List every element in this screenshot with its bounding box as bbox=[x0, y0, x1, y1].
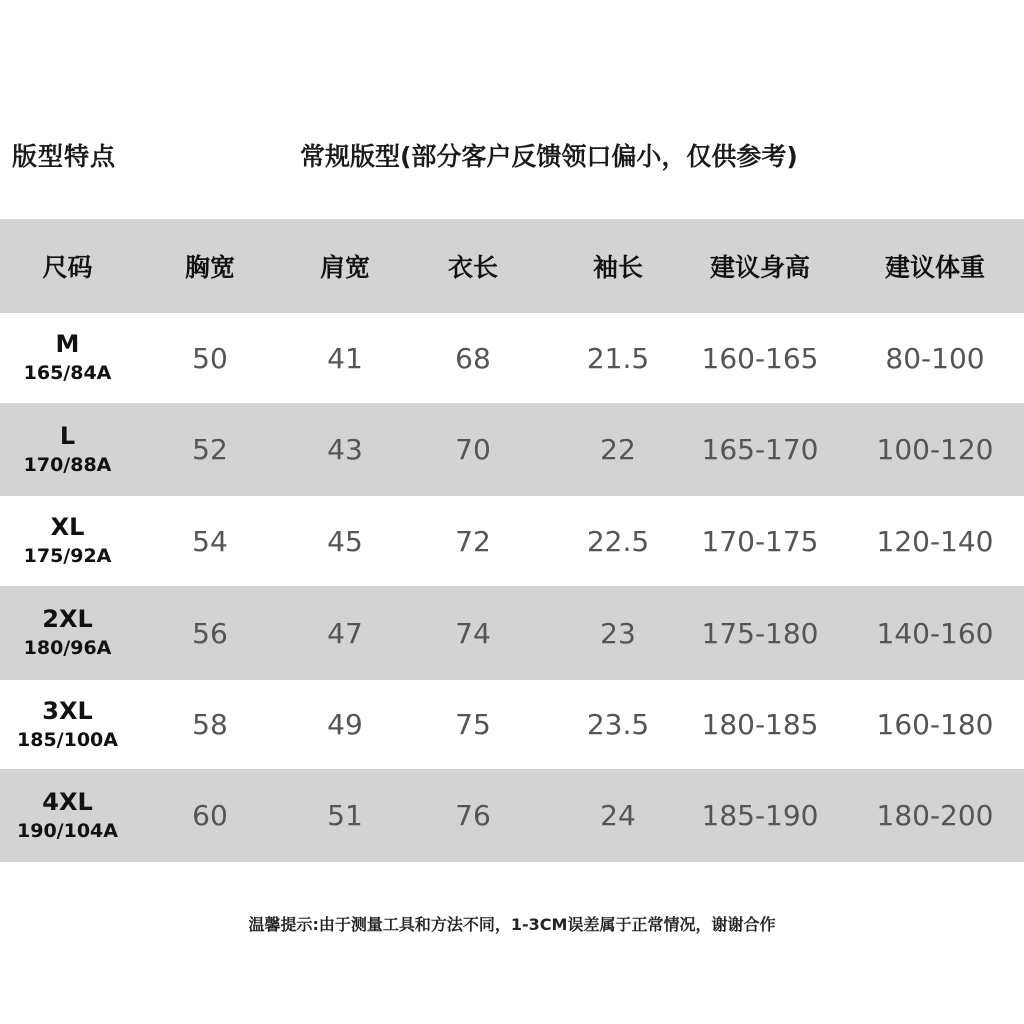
chest-value: 52 bbox=[192, 433, 228, 466]
weight-value: 180-200 bbox=[876, 799, 994, 832]
shoulder-value: 49 bbox=[327, 708, 363, 741]
size-cell bbox=[0, 403, 135, 496]
header-length: 衣长 bbox=[447, 253, 498, 282]
shoulder-value: 45 bbox=[327, 524, 363, 558]
length-value: 68 bbox=[455, 341, 491, 375]
height-value: 165-170 bbox=[701, 433, 819, 466]
header-chest: 胸宽 bbox=[184, 253, 235, 282]
table-row bbox=[0, 586, 1024, 680]
weight-value: 140-160 bbox=[876, 616, 994, 650]
size-name: 4XL bbox=[42, 787, 93, 816]
length-value: 70 bbox=[455, 433, 491, 466]
size-name: XL bbox=[50, 513, 85, 541]
table-row bbox=[0, 769, 1024, 862]
measurement-note: 温馨提示:由于测量工具和方法不同，1-3CM误差属于正常情况，谢谢合作 bbox=[248, 915, 776, 934]
table-row bbox=[0, 680, 1024, 769]
height-value: 185-190 bbox=[701, 799, 819, 832]
height-value: 170-175 bbox=[701, 524, 819, 558]
weight-value: 100-120 bbox=[876, 433, 994, 466]
chest-value: 56 bbox=[192, 616, 228, 650]
length-value: 72 bbox=[455, 524, 491, 558]
shoulder-value: 43 bbox=[327, 433, 363, 466]
size-spec: 170/88A bbox=[23, 453, 112, 476]
sleeve-value: 24 bbox=[600, 799, 636, 832]
size-spec: 180/96A bbox=[23, 637, 112, 659]
header-size: 尺码 bbox=[42, 253, 93, 282]
size-spec: 190/104A bbox=[17, 819, 118, 842]
size-cell bbox=[0, 680, 135, 769]
height-value: 175-180 bbox=[701, 616, 819, 650]
height-value: 160-165 bbox=[701, 341, 819, 375]
chest-value: 60 bbox=[192, 799, 228, 832]
chest-value: 54 bbox=[192, 524, 228, 558]
header-shoulder: 肩宽 bbox=[319, 253, 370, 282]
chest-value: 58 bbox=[192, 708, 228, 741]
header-sleeve: 袖长 bbox=[592, 253, 643, 282]
size-table bbox=[0, 219, 1024, 862]
size-name: 3XL bbox=[42, 696, 93, 725]
fit-label: 版型特点 bbox=[12, 142, 117, 171]
header-height: 建议身高 bbox=[709, 253, 810, 282]
table-row bbox=[0, 403, 1024, 496]
sleeve-value: 23.5 bbox=[586, 708, 650, 741]
fit-value: 常规版型(部分客户反馈领口偏小，仅供参考) bbox=[300, 142, 798, 171]
sleeve-value: 23 bbox=[600, 616, 636, 650]
sleeve-value: 22.5 bbox=[586, 524, 650, 558]
size-cell bbox=[0, 313, 135, 403]
size-name: 2XL bbox=[42, 605, 93, 633]
shoulder-value: 41 bbox=[327, 341, 363, 375]
weight-value: 80-100 bbox=[885, 341, 985, 375]
size-cell bbox=[0, 496, 135, 586]
size-cell bbox=[0, 769, 135, 862]
weight-value: 120-140 bbox=[876, 524, 994, 558]
size-spec: 165/84A bbox=[23, 362, 112, 384]
size-name: M bbox=[55, 330, 80, 358]
length-value: 74 bbox=[455, 616, 491, 650]
length-value: 75 bbox=[455, 708, 491, 741]
shoulder-value: 47 bbox=[327, 616, 363, 650]
length-value: 76 bbox=[455, 799, 491, 832]
sleeve-value: 21.5 bbox=[586, 341, 650, 375]
size-cell bbox=[0, 586, 135, 680]
size-spec: 185/100A bbox=[17, 728, 118, 751]
header-weight: 建议体重 bbox=[884, 253, 985, 282]
table-row bbox=[0, 313, 1024, 403]
shoulder-value: 51 bbox=[327, 799, 363, 832]
chest-value: 50 bbox=[192, 341, 228, 375]
table-row bbox=[0, 496, 1024, 586]
table-header-row bbox=[0, 219, 1024, 313]
weight-value: 160-180 bbox=[876, 708, 994, 741]
height-value: 180-185 bbox=[701, 708, 819, 741]
size-name: L bbox=[59, 421, 76, 450]
size-spec: 175/92A bbox=[23, 545, 112, 567]
sleeve-value: 22 bbox=[600, 433, 636, 466]
